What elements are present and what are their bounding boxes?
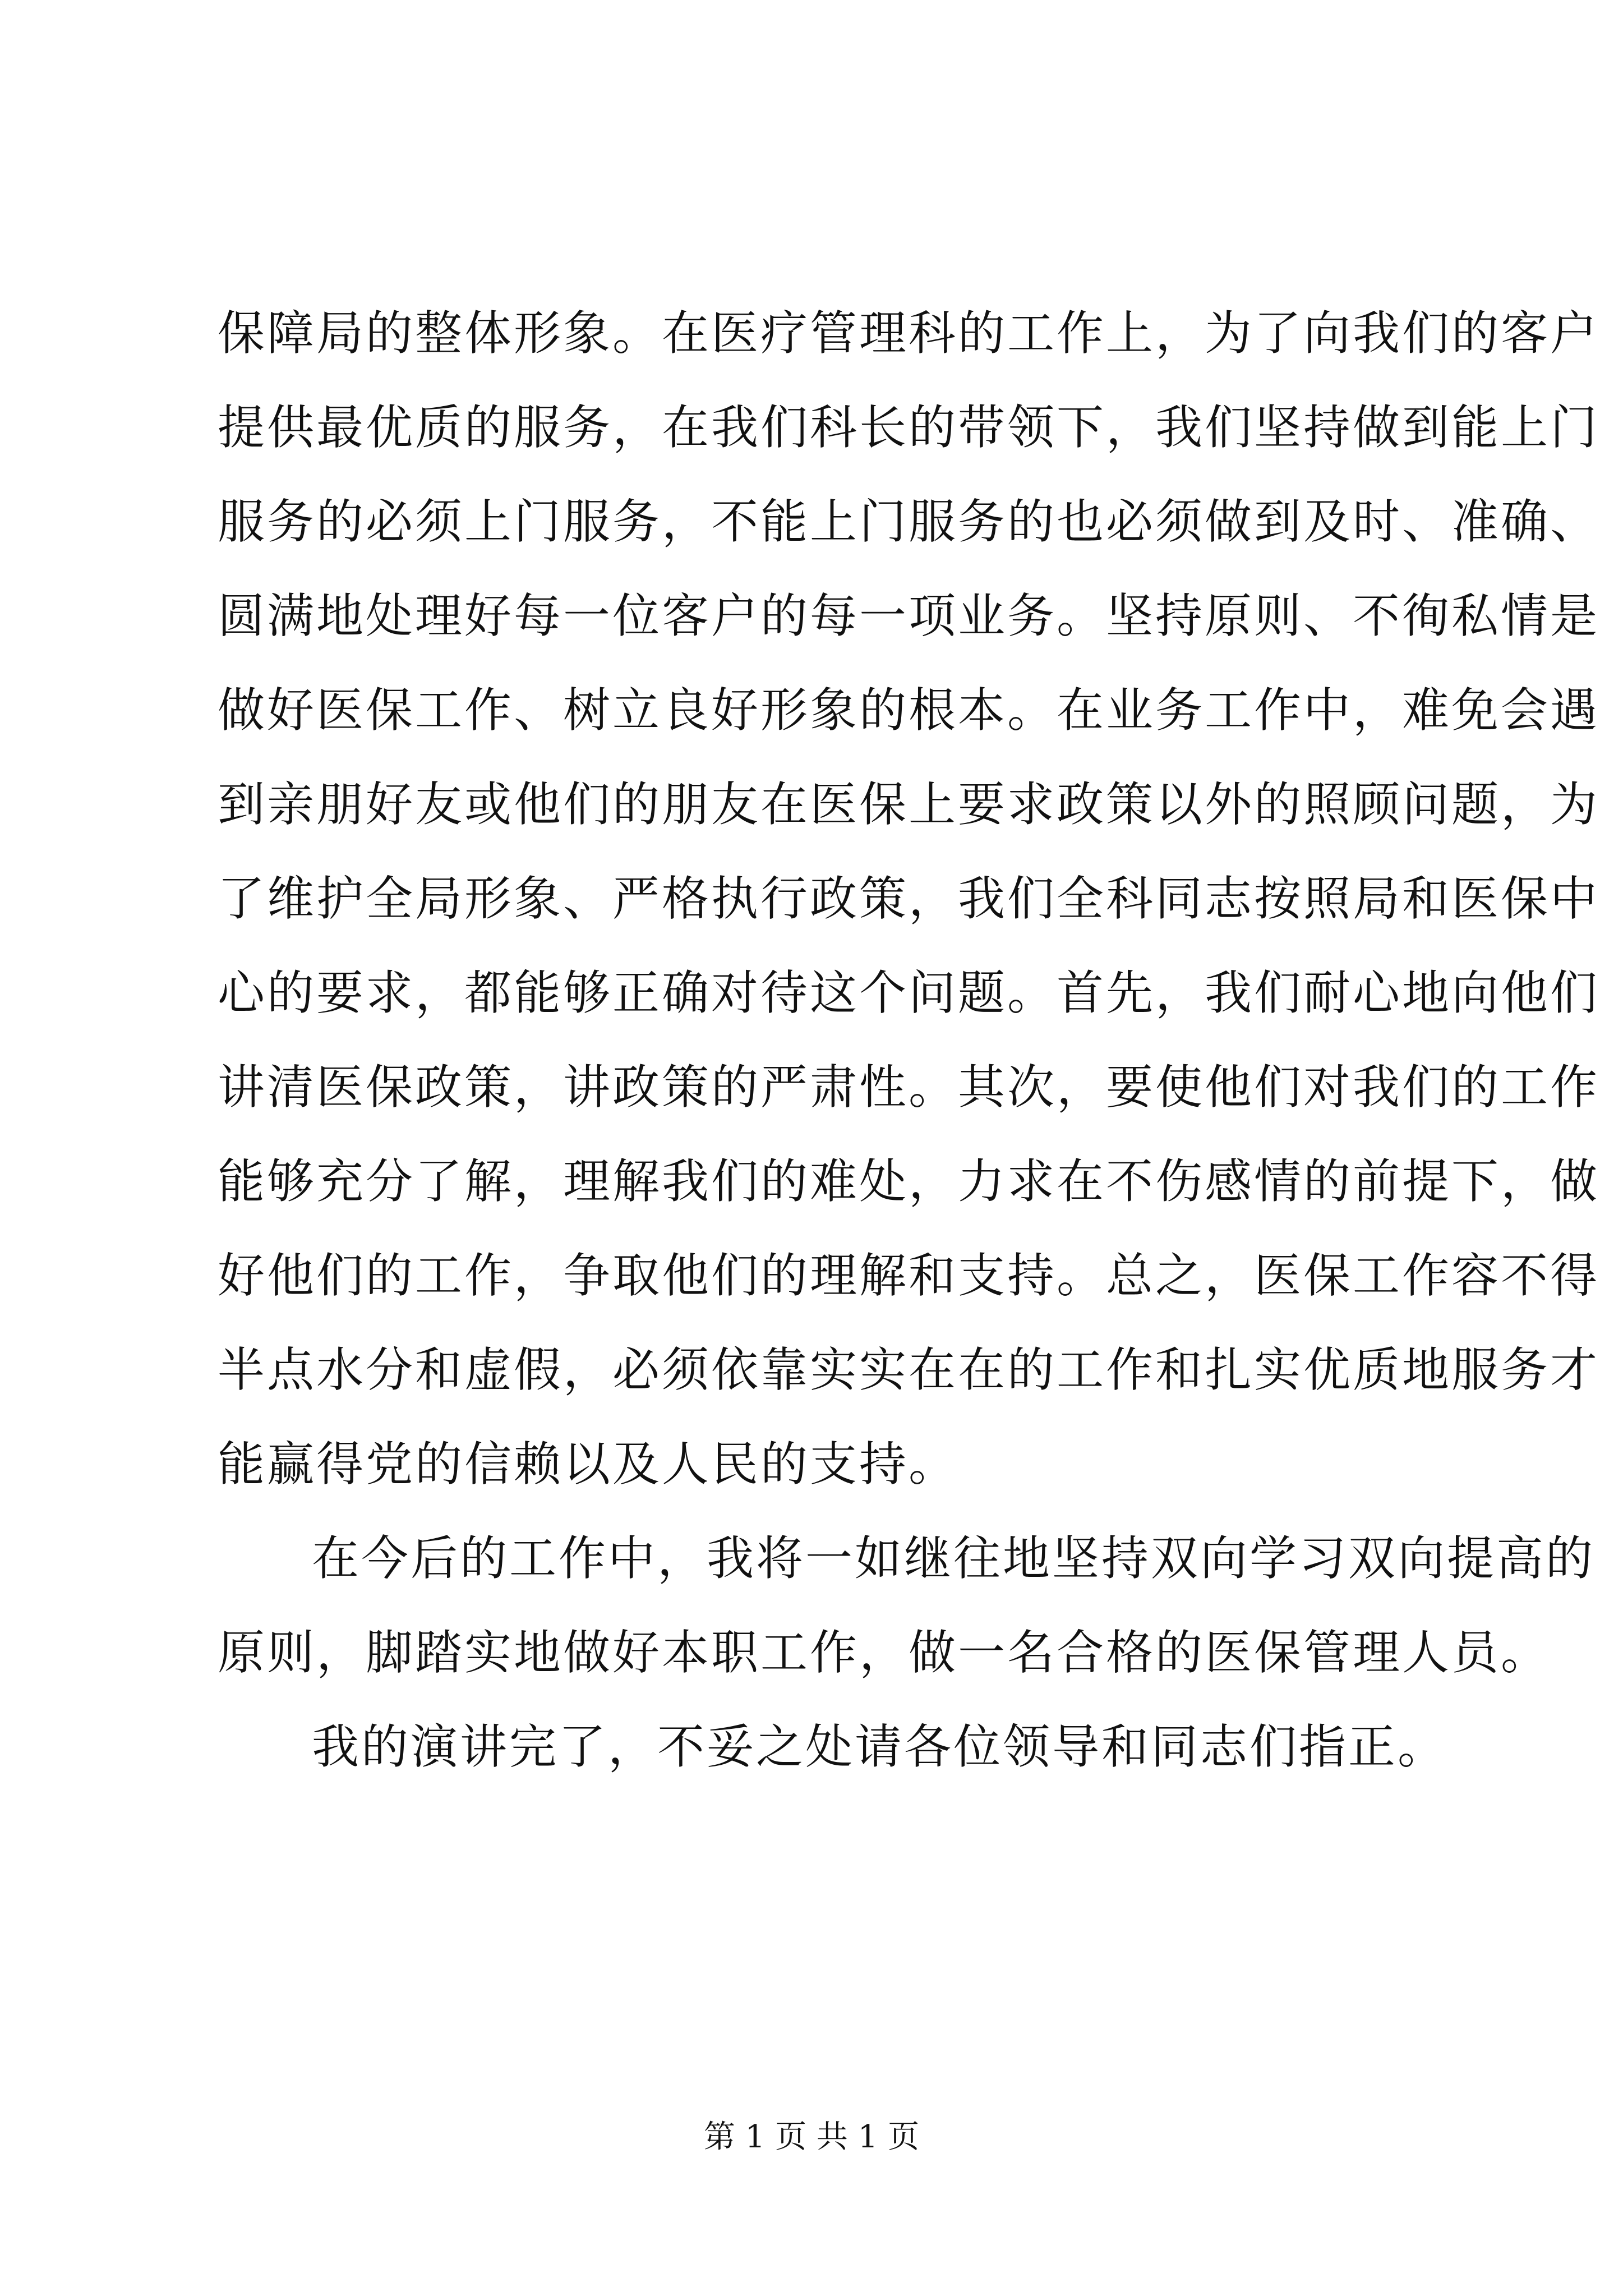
text-line: 心的要求，都能够正确对待这个问题。首先，我们耐心地向他们: [218, 965, 1600, 1020]
document-body: [218, 286, 1600, 1794]
text-line: 提供最优质的服务，在我们科长的带领下，我们坚持做到能上门: [218, 400, 1600, 455]
text-line: 保障局的整体形象。在医疗管理科的工作上，为了向我们的客户: [218, 306, 1600, 361]
text-line: 能赢得党的信赖以及人民的支持。: [218, 1437, 958, 1492]
text-line: 了维护全局形象、严格执行政策，我们全科同志按照局和医保中: [218, 871, 1600, 926]
text-line: 半点水分和虚假，必须依靠实实在在的工作和扎实优质地服务才: [218, 1342, 1600, 1397]
text-line: 能够充分了解，理解我们的难处，力求在不伤感情的前提下，做: [218, 1154, 1600, 1209]
text-line: 到亲朋好友或他们的朋友在医保上要求政策以外的照顾问题，为: [218, 777, 1600, 832]
text-line: 做好医保工作、树立良好形象的根本。在业务工作中，难免会遇: [218, 683, 1600, 738]
text-line: 讲清医保政策，讲政策的严肃性。其次，要使他们对我们的工作: [218, 1060, 1600, 1115]
text-line: 我的演讲完了，不妥之处请各位领导和同志们指正。: [312, 1719, 1447, 1774]
text-line: 服务的必须上门服务，不能上门服务的也必须做到及时、准确、: [218, 494, 1600, 549]
text-line: 在今后的工作中，我将一如继往地坚持双向学习双向提高的: [312, 1531, 1596, 1586]
page-footer: 第 1 页 共 1 页: [703, 2119, 920, 2155]
text-line: 原则，脚踏实地做好本职工作，做一名合格的医保管理人员。: [218, 1625, 1551, 1680]
text-line: 好他们的工作，争取他们的理解和支持。总之，医保工作容不得: [218, 1248, 1600, 1303]
text-line: 圆满地处理好每一位客户的每一项业务。坚持原则、不徇私情是: [218, 588, 1600, 643]
